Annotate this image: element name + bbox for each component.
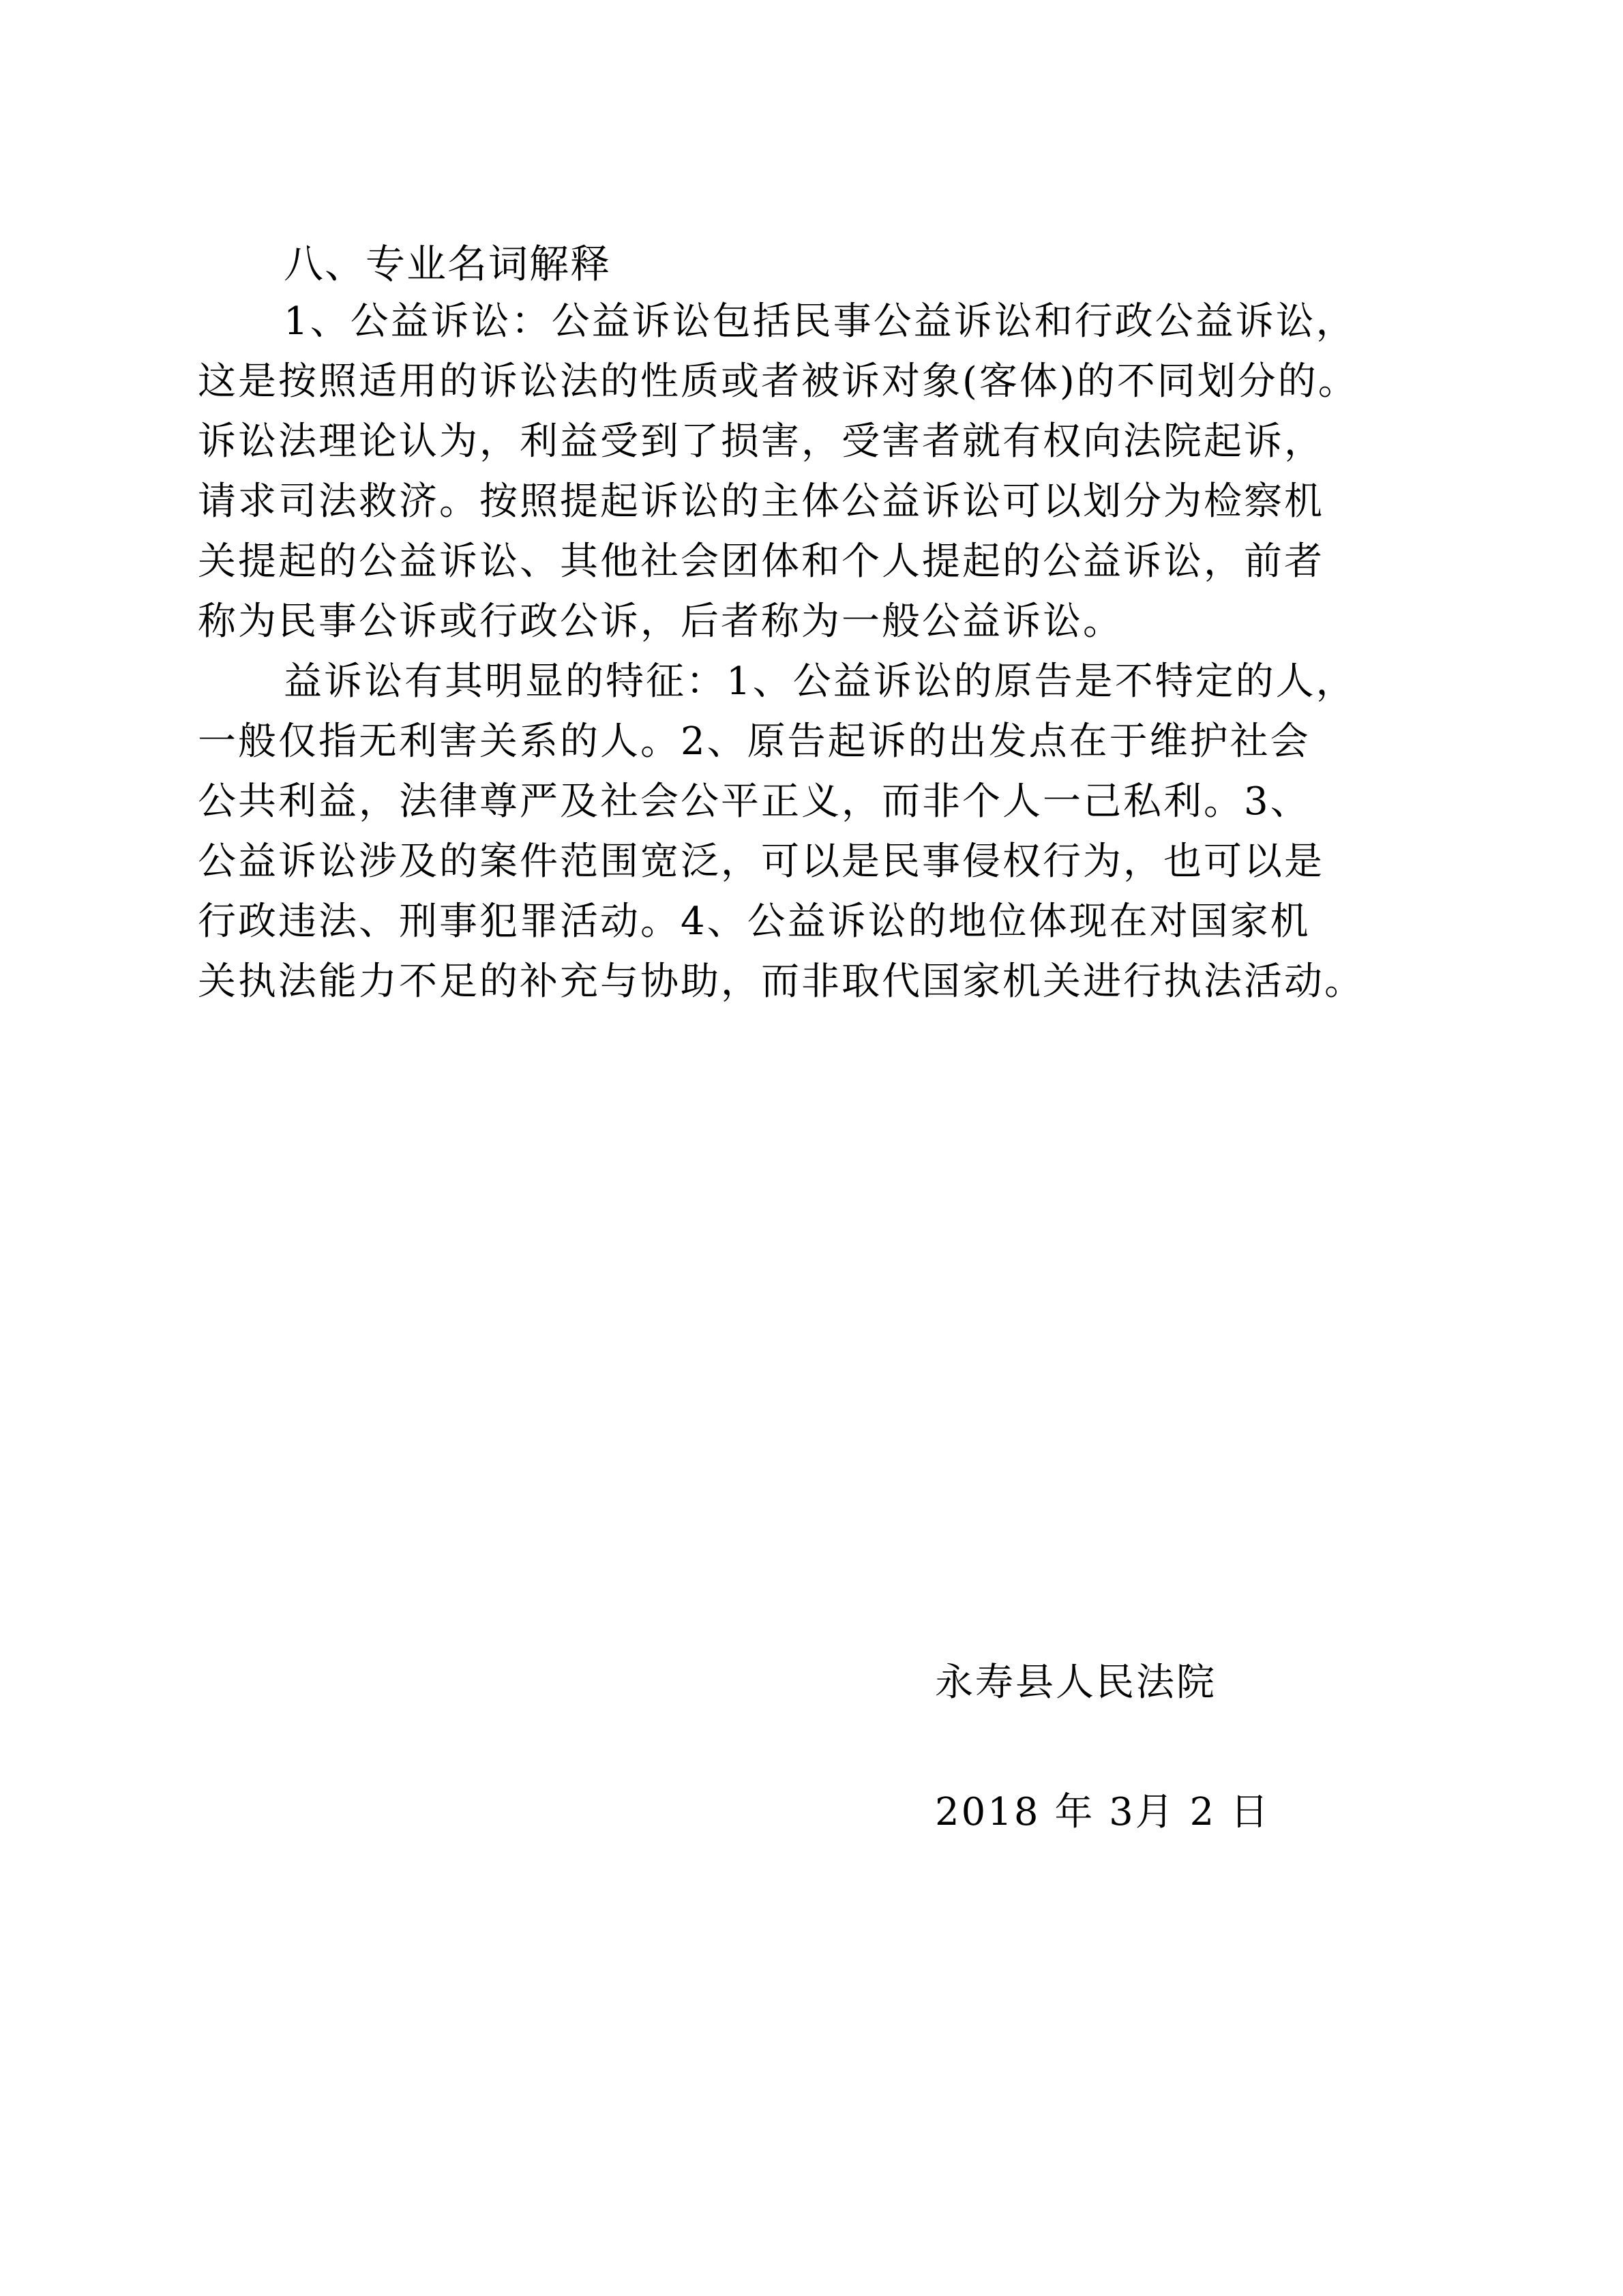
signature-date: 2018 年 3月 2 日 [935, 1790, 1270, 1834]
paragraph-2-line-2: 一般仅指无利害关系的人。2、原告起诉的出发点在于维护社会 [198, 719, 1311, 764]
paragraph-1-line-3: 诉讼法理论认为，利益受到了损害，受害者就有权向法院起诉， [198, 419, 1324, 464]
paragraph-2-line-4: 公益诉讼涉及的案件范围宽泛，可以是民事侵权行为，也可以是 [198, 839, 1324, 884]
paragraph-2-line-1: 益诉讼有其明显的特征：1、公益诉讼的原告是不特定的人， [284, 659, 1356, 704]
signature-organization: 永寿县人民法院 [935, 1660, 1217, 1705]
section-heading: 八、专业名词解释 [284, 241, 612, 287]
paragraph-1-line-2: 这是按照适用的诉讼法的性质或者被诉对象(客体)的不同划分的。 [198, 359, 1358, 404]
paragraph-2-line-6: 关执法能力不足的补充与协助，而非取代国家机关进行执法活动。 [198, 959, 1365, 1004]
paragraph-1-line-6: 称为民事公诉或行政公诉，后者称为一般公益诉讼。 [198, 599, 1123, 644]
paragraph-1-line-5: 关提起的公益诉讼、其他社会团体和个人提起的公益诉讼，前者 [198, 539, 1324, 584]
paragraph-1-line-1: 1、公益诉讼：公益诉讼包括民事公益诉讼和行政公益诉讼， [284, 299, 1356, 344]
paragraph-2-line-5: 行政违法、刑事犯罪活动。4、公益诉讼的地位体现在对国家机 [198, 899, 1311, 944]
paragraph-1-line-4: 请求司法救济。按照提起诉讼的主体公益诉讼可以划分为检察机 [198, 479, 1324, 524]
paragraph-2-line-3: 公共利益，法律尊严及社会公平正义，而非个人一己私利。3、 [198, 779, 1311, 824]
